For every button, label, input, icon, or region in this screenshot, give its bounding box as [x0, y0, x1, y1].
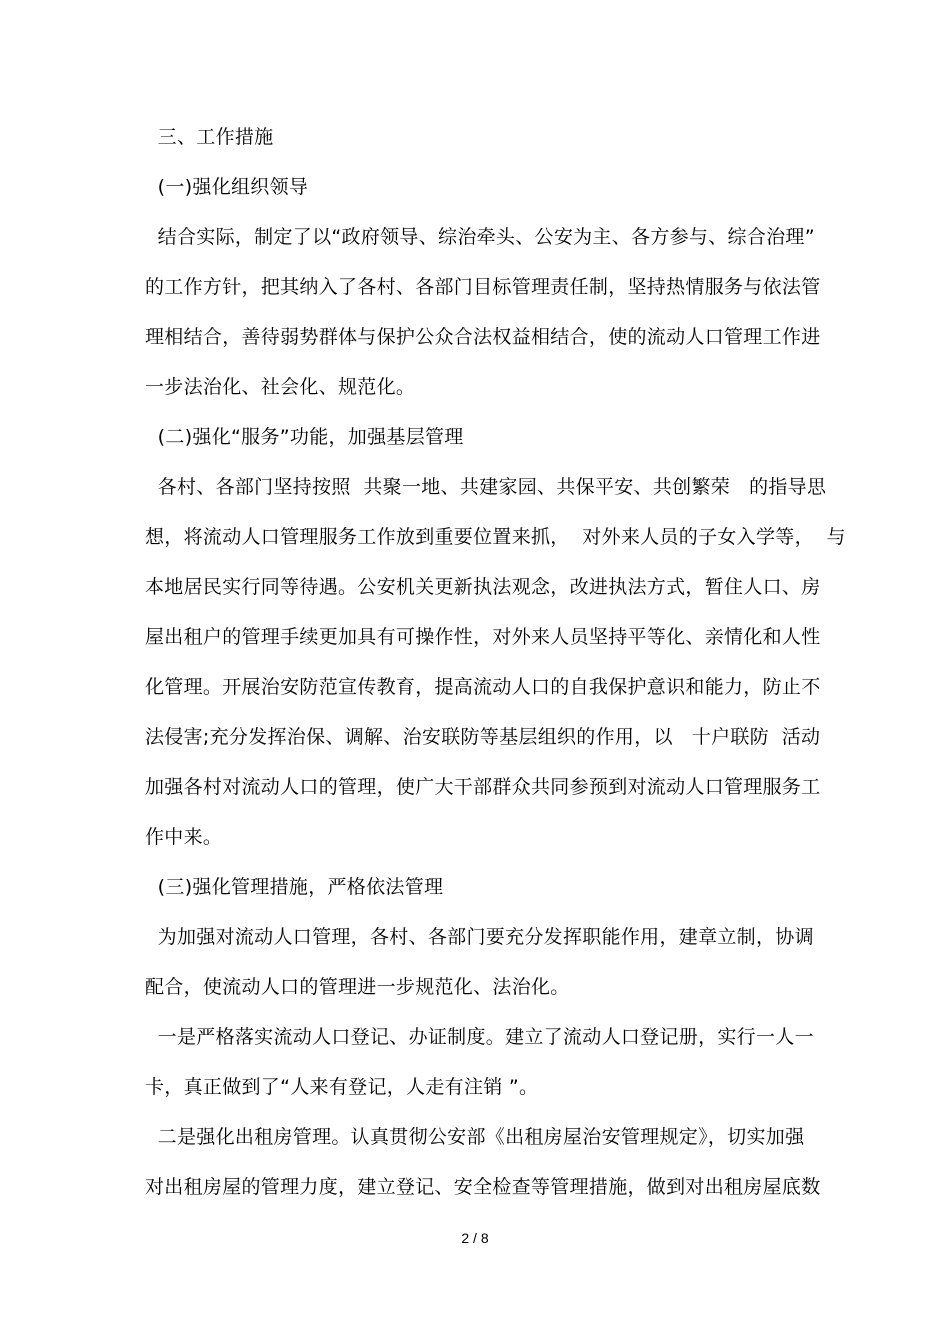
text-line: 法侵害;充分发挥治保、调解、治安联防等基层组织的作用，以 十户联防 活动 — [145, 726, 821, 748]
text-line: (二)强化“服务”功能，加强基层管理 — [145, 426, 464, 448]
text-line: 三、工作措施 — [145, 126, 274, 148]
text-line: 化管理。开展治安防范宣传教育，提高流动人口的自我保护意识和能力，防止不 — [145, 676, 821, 698]
text-line: (一)强化组织领导 — [145, 176, 309, 198]
text-line: 屋出租户的管理手续更加具有可操作性，对外来人员坚持平等化、亲情化和人性 — [145, 626, 821, 648]
text-line: 二是强化出租房管理。认真贯彻公安部《出租房屋治安管理规定》，切实加强 — [145, 1126, 805, 1148]
text-line: 一是严格落实流动人口登记、办证制度。建立了流动人口登记册，实行一人一 — [145, 1026, 814, 1048]
page-number: 2 / 8 — [461, 1230, 489, 1246]
text-line: 的工作方针，把其纳入了各村、各部门目标管理责任制，坚持热情服务与依法管 — [145, 276, 821, 298]
text-line: 各村、各部门坚持按照 共聚一地、共建家园、共保平安、共创繁荣 的指导思 — [145, 476, 827, 498]
text-line: 作中来。 — [145, 826, 223, 848]
text-line: 想，将流动人口管理服务工作放到重要位置来抓， 对外来人员的子女入学等， 与 — [145, 526, 846, 548]
text-line: 加强各村对流动人口的管理，使广大干部群众共同参预到对流动人口管理服务工 — [145, 776, 821, 798]
text-line: (三)强化管理措施，严格依法管理 — [145, 876, 444, 898]
text-line: 为加强对流动人口管理，各村、各部门要充分发挥职能作用，建章立制，协调 — [145, 926, 814, 948]
text-line: 结合实际，制定了以“政府领导、综治牵头、公安为主、各方参与、综合治理” — [145, 226, 815, 248]
text-line: 卡，真正做到了“人来有登记，人走有注销 ”。 — [145, 1076, 539, 1098]
text-line: 理相结合，善待弱势群体与保护公众合法权益相结合，使的流动人口管理工作进 — [145, 326, 821, 348]
text-line: 本地居民实行同等待遇。公安机关更新执法观念，改进执法方式，暂住人口、房 — [145, 576, 821, 598]
text-line: 配合，使流动人口的管理进一步规范化、法治化。 — [145, 976, 570, 998]
text-line: 一步法治化、社会化、规范化。 — [145, 376, 416, 398]
text-line: 对出租房屋的管理力度，建立登记、安全检查等管理措施，做到对出租房屋底数 — [145, 1176, 821, 1198]
